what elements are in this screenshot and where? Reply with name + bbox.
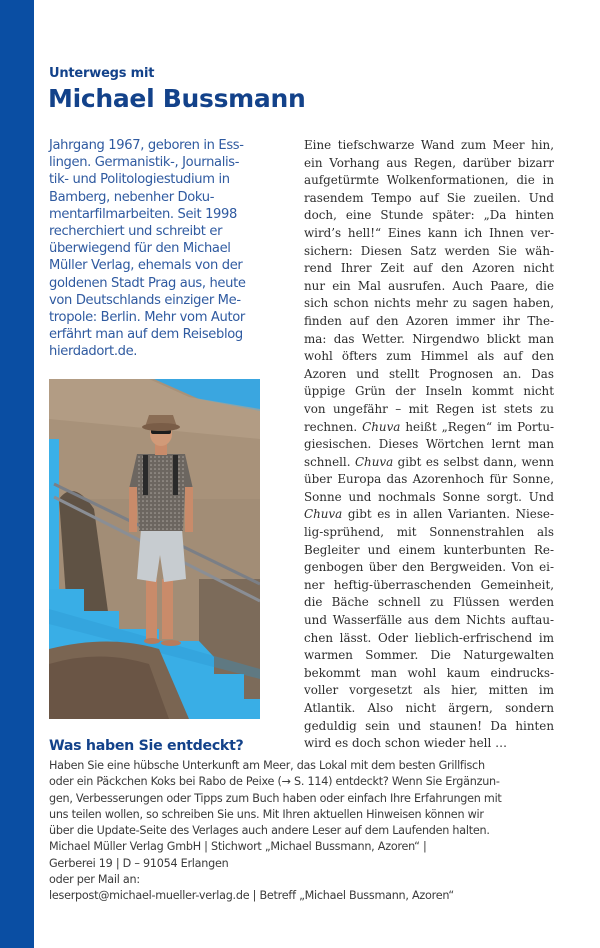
story-line: giesischen. Dieses Wörtchen lernt man — [304, 437, 554, 452]
story-line: Eine tiefschwarze Wand zum Meer hin, — [304, 138, 554, 152]
bio-line: tropole: Berlin. Mehr vom Autor — [49, 310, 245, 326]
italic-term: Chuva — [362, 419, 401, 434]
story-line: ner heftig-überraschenden Gemeinheit, — [304, 577, 554, 592]
story-text: rechnen. — [304, 419, 363, 434]
story-line: lig-sprühend, mit Sonnenstrahlen als — [304, 525, 554, 540]
story-line — [304, 419, 554, 437]
story-text: gibt es in allen Varianten. Niese- — [342, 507, 554, 522]
bio-line: hierdadort.de. — [49, 344, 138, 360]
story-line — [304, 454, 554, 472]
email-link[interactable]: leserpost@michael-mueller-verlag.de — [49, 889, 250, 903]
bio-line: überwiegend für den Michael — [49, 241, 231, 257]
story-line: doch, eine Stunde später: „Da hinten — [304, 208, 554, 223]
discovered-body — [49, 758, 549, 905]
italic-term: Chuva — [354, 454, 394, 469]
story-line: wird es doch schon wieder hell … — [304, 736, 507, 751]
discovered-line: uns teilen wollen, so schreiben Sie uns. Mit Ihren aktuellen Hinweisen können wir — [49, 807, 484, 821]
story-line: genbogen über den Bergweiden. Von ei- — [304, 560, 554, 575]
publisher-address-line: Gerberei 19 | D – 91054 Erlangen — [49, 856, 229, 870]
story-line: Azoren und stellt Prognosen an. Das — [304, 366, 554, 381]
email-line — [49, 888, 549, 904]
bio-line: tik- und Politologiestudium in — [49, 172, 230, 188]
bio-line: Bamberg, nebenher Doku- — [49, 189, 215, 205]
mail-intro-line: oder per Mail an: — [49, 873, 140, 887]
author-photo — [49, 379, 260, 719]
author-name-title: Michael Bussmann — [48, 84, 306, 113]
story-line: von ungefähr – mit Regen ist stets zu — [304, 401, 554, 416]
discovered-line: gen, Verbesserungen oder Tipps zum Buch haben oder einfach Ihre Erfahrungen mit — [49, 791, 502, 805]
story-line: sich schon nichts mehr zu sagen haben, — [304, 296, 554, 311]
story-line: Sonne und nochmals Sonne sorgt. Und — [304, 489, 554, 504]
story-line: Atlantik. Also nicht ärgern, sondern — [304, 701, 554, 715]
bio-line: erfährt man auf dem Reiseblog — [49, 327, 243, 343]
story-line: rend Ihrer Zeit auf den Azoren nicht — [304, 261, 554, 276]
publisher-address-line: Michael Müller Verlag GmbH | Stichwort „Michael Bussmann, Azoren“ | — [49, 840, 427, 854]
bio-line: lingen. Germanistik-, Journalis- — [49, 155, 240, 171]
story-line: chen lässt. Oder lieblich-erfrischend im — [304, 630, 554, 645]
bio-line: von Deutschlands einziger Me- — [49, 292, 241, 308]
section-kicker: Unterwegs mit — [49, 66, 155, 81]
story-line: ma: das Wetter. Nirgendwo blickt man — [304, 331, 554, 346]
story-line: wird’s hell!“ Eines kann ich Ihnen ver- — [304, 225, 554, 240]
story-line: über Europa das Azorenhoch für Sonne, — [304, 472, 554, 487]
story-line: geduldig sein und staunen! Da hinten — [304, 718, 554, 733]
bio-line: Jahrgang 1967, geboren in Ess- — [49, 138, 244, 153]
story-line: und Wasserfälle aus dem Nichts auftau- — [304, 613, 554, 628]
story-line: ein Vorhang aus Regen, darüber bizarr — [304, 155, 554, 170]
story-text: gibt es selbst dann, wenn — [393, 454, 555, 469]
intro-story-text — [304, 137, 554, 753]
bio-line: Müller Verlag, ehemals von der — [49, 258, 243, 274]
story-line: die Bäche schnell zu Flüssen werden — [304, 595, 554, 610]
story-line: wohl öfters zum Himmel als auf den — [304, 349, 554, 364]
accent-side-bar — [0, 0, 34, 948]
story-line: voller vorgesetzt als hier, mitten im — [304, 683, 554, 698]
story-line — [304, 506, 554, 524]
discovered-line: oder ein Päckchen Koks bei Rabo de Peixe (→ S. 114) entdeckt? Wenn Sie Ergänzun- — [49, 775, 500, 789]
bio-line: goldenen Stadt Prag aus, heute — [49, 275, 246, 291]
discovered-heading: Was haben Sie entdeckt? — [49, 738, 244, 754]
story-text: schnell. — [304, 454, 355, 469]
story-line: warmen Sommer. Die Naturgewalten — [304, 648, 554, 663]
story-line: finden auf den Azoren immer ihr The- — [304, 313, 554, 328]
email-subject: | Betreff „Michael Bussmann, Azoren“ — [249, 889, 454, 903]
story-line: nur ein Mal ausrufen. Auch Paare, die — [304, 278, 554, 293]
italic-term: Chuva — [304, 507, 343, 522]
discovered-line: Haben Sie eine hübsche Unterkunft am Meer, das Lokal mit dem besten Grillfisch — [49, 759, 485, 772]
story-line: Begleiter und einem kunterbunten Re- — [304, 542, 554, 557]
story-line: bekommt man wohl kaum eindrucks- — [304, 665, 554, 680]
discovered-line: über die Update-Seite des Verlages auch andere Leser auf dem Laufenden halten. — [49, 824, 490, 838]
bio-line: recherchiert und schreibt er — [49, 224, 223, 240]
story-line: üppige Grün der Inseln kommt nicht — [304, 384, 554, 399]
bio-line: mentarfilmarbeiten. Seit 1998 — [49, 206, 237, 222]
story-text: heißt „Regen“ im Portu- — [400, 419, 554, 434]
story-line: sichern: Diesen Satz werden Sie wäh- — [304, 243, 554, 258]
story-line: aufgetürmte Wolkenformationen, die in — [304, 173, 554, 188]
story-line: rasendem Tempo auf Sie zueilen. Und — [304, 190, 554, 205]
author-bio — [49, 137, 264, 361]
